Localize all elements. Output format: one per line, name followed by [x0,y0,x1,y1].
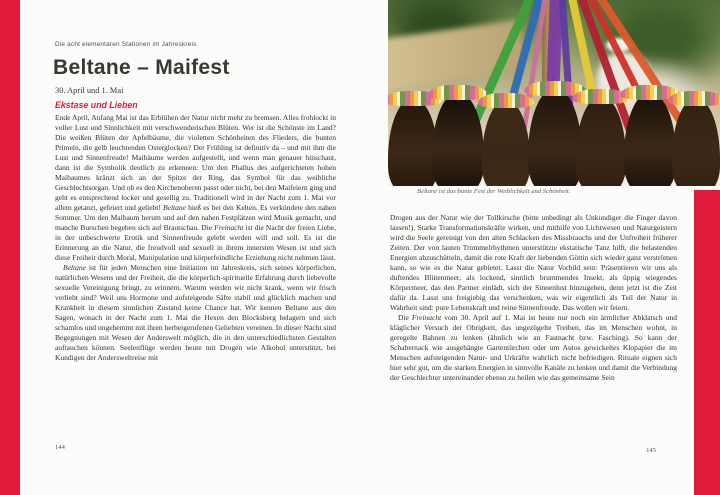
page-number-right: 145 [646,447,656,454]
page-number-left: 144 [55,444,65,451]
body-paragraph: Ende April, Anfang Mai ist das Erblühen der Natur nicht mehr zu bremsen. Alles frohlockt in voller Lust und Sinnlichkeit mit verschwenderischen Blüten. Wer ist die Schönste im Land? Die weißen Blüten der Apfelbäume, die violetten Schönheiten des Flieders, die bunten Primeln, die gelb leuchtenden Osterglocken? Der Frühling ist definitiv da – und mit ihm die Lust und Sinnenfreude! Maibäume werden aufgestellt, und wenn man genauer hinschaut, dann ist die Symbolik deutlich zu erkennen: Um den Phallus des aufgerichteten hohen Maibaumes kränzt sich an der Spitze der Ring, das Symbol für das weibliche Geschlechtsorgan. Und ob es den Kirchenoberen passt oder nicht, bei den Maifeiern ging und geht es entsprechend locker und gesellig zu. Traditionell wird in der Nacht zum 1. Mai vor allem getanzt, gefeiert und geliebt! Beltane hieß es bei den Kelten. Es verkündete den nahen Sommer. Um den Maibaum herum und auf den nahen Festplätzen wird Musik gemacht, und manche Burschen begeben sich auf Brautschau. Die Freinacht ist die Nacht der freien Liebe, in der unbeschwerte Erotik und Sinnenfreude gelebt werden will und soll. Es ist die Erinnerung an die Natur, die freudvoll und sexuell in ihrem innersten Wesen ist und sich diese Freiheit durch Moral, Manipulation und körperfeindliche Erziehung nicht nehmen lässt. [55,113,337,262]
right-accent-bar [694,190,720,495]
body-paragraph: Die Freinacht vom 30. April auf 1. Mai ist heute nur noch ein ärmlicher Abklatsch und kläglicher Versuch der Obrigkeit, das ungezügelte Treiben, das im Menschen wohnt, in geregelte Bahnen zu lenken (ähnlich wie an Fastnacht bzw. Fasching). So kann der Schabernack wie ausgehängte Gartentürchen oder um Autos gewickeltes Klopapier die im Menschen aufsteigenden Natur- und Urkräfte wahrlich nicht befriedigen. Rituale eignen sich hier sehr gut, um die starken Energien in sinnvolle Kanäle zu lenken und damit die Verbindung der Geschlechter untereinander ebenso zu heilen wie das gemeinsame Sein [390,313,677,382]
left-accent-bar [0,0,20,495]
photo-caption: Beltane ist das bunte Fest der Weiblichkeit und Schönheit. [417,188,571,195]
maypole-photo [388,0,720,186]
chapter-subtitle: 30. April und 1. Mai [55,86,124,95]
running-header: Die acht elementaren Stationen im Jahreskreis [55,41,197,48]
section-heading: Ekstase und Lieben [55,100,138,110]
right-page-body [390,213,677,383]
left-page-body [55,113,336,363]
body-paragraph: Beltane ist für jeden Menschen eine Initiation im Jahreskreis, sich seines körperlichen, natürlichen Wesens und der Freiheit, die die körperlich-spirituelle Erfahrung durch liebevolle sexuelle Vereinigung bringt, zu erinnern. Warum werden wir nicht krank, wenn wir frisch verliebt sind? Weil uns Hormone und aufsteigende Säfte stabil und glücklich machen und Krankheit in diesem sinnlichen Zustand keine Chance hat. Wir kennen Beltane aus den Sagen, wonach in der Nacht zum 1. Mai die Hexen den Blocksberg belagern und sich schamlos und ungehemmt mit ihren herbeigerufenen Geliebten vereinen. In dieser Nacht sind Begegnungen mit Wesen der Anderswelt möglich, die in den unterschiedlichsten Gestalten auftauchen können. Seelenflüge werden heute mit Drogen wie Alkohol unterstützt, bei Kundigen der Andersweltreise mit [55,263,336,362]
body-paragraph: Drogen aus der Natur wie der Tollkirsche (bitte unbedingt als Unkundiger die Finger davon lassen!). Starke Transformationskräfte wirken, und mithilfe von Lichtwesen und Naturgeistern wird die Seele gereinigt von den alten Schlacken des Missbrauchs und der Unfreiheit früherer Zeiten. Der von lauten Trommelrhythmen unterstützte ekstatische Tanz hilft, die belastenden Energien abzuschütteln, damit die rote Kraft der liebenden Göttin sich wieder ganz verströmen kann, so wie es die Natur gebietet. Lasst die Natur Vorbild sein: Präsentieren wir uns als duftendes Blütenmeer, als lockend, sinnlich brummendes Insekt, als üppig wiegendes Körpermeer, das den Partner einlädt, sich der Sinnenlust hinzugeben, denn jetzt ist die Zeit dafür da. Lasst uns freigiebig das verschenken, was wir eigentlich als Teil der Natur in Wahrheit sind: pure Lebenskraft und reine Sinnenfreude. Das wollen wir feiern. [390,213,677,312]
chapter-title: Beltane – Maifest [53,56,230,79]
